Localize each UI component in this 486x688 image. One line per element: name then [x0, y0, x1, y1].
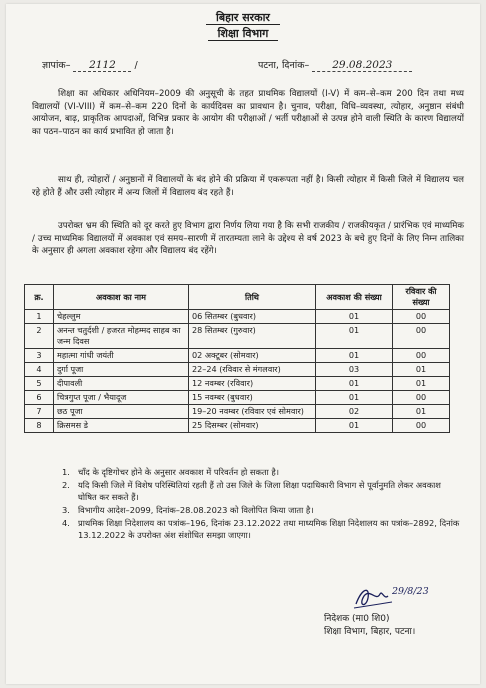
table-row: [25, 405, 450, 419]
note-number: 4.: [62, 518, 70, 528]
cell-holiday-count: 03: [316, 363, 393, 377]
cell-holiday-count: 01: [316, 419, 393, 433]
cell-sunday-count: 00: [393, 419, 450, 433]
memo-date: [258, 58, 412, 72]
list-item: [62, 479, 460, 503]
govt-heading-underline: [206, 24, 280, 25]
date-label: पटना, दिनांक–: [258, 60, 310, 71]
table-row: [25, 324, 450, 349]
cell-serial: 3: [25, 349, 54, 363]
cell-sunday-count: 01: [393, 363, 450, 377]
cell-holiday-count: 01: [316, 310, 393, 324]
table-row: [25, 363, 450, 377]
col-serial: क्र.: [25, 285, 54, 310]
table-row: [25, 310, 450, 324]
cell-date: 19–20 नवम्बर (रविवार एवं सोमवार): [189, 405, 316, 419]
cell-serial: 5: [25, 377, 54, 391]
table-header-row: [25, 285, 450, 310]
table-row: [25, 377, 450, 391]
cell-sunday-count: 00: [393, 310, 450, 324]
cell-date: 06 सितम्बर (बुधवार): [189, 310, 316, 324]
memo-number-value: 2112: [73, 59, 131, 72]
table-row: [25, 419, 450, 433]
cell-serial: 8: [25, 419, 54, 433]
cell-holiday-count: 01: [316, 324, 393, 349]
cell-serial: 7: [25, 405, 54, 419]
col-holiday-count: अवकाश की संख्या: [316, 285, 393, 310]
cell-serial: 1: [25, 310, 54, 324]
cell-holiday-name: दीपावली: [54, 377, 189, 391]
cell-holiday-name: अनन्त चतुर्दशी / हजरत मोहम्मद साहब का जन्म दिवस: [54, 324, 189, 349]
signature-date: 29/8/23: [392, 586, 429, 597]
list-item: [62, 466, 460, 478]
cell-sunday-count: 00: [393, 324, 450, 349]
note-number: 1.: [62, 467, 70, 477]
table-row: [25, 349, 450, 363]
note-number: 2.: [62, 480, 70, 490]
cell-serial: 4: [25, 363, 54, 377]
note-text: यदि किसी जिले में विशेष परिस्थितियां रहती हैं तो उस जिले के जिला शिक्षा पदाधिकारी विभाग से पूर्वानुमति लेकर अवकाश घोषित कर सकते हैं।: [78, 480, 441, 502]
cell-holiday-name: दुर्गा पूजा: [54, 363, 189, 377]
cell-sunday-count: 00: [393, 391, 450, 405]
cell-sunday-count: 01: [393, 405, 450, 419]
note-text: प्राथमिक शिक्षा निदेशालय का पत्रांक–196, दिनांक 23.12.2022 तथा माध्यमिक शिक्षा निदेशालय का पत्रांक–2892, दिनांक 13.12.2022 के उपरोक्त अंश संशोधित समझा जाएगा।: [78, 518, 460, 540]
cell-holiday-count: 01: [316, 349, 393, 363]
date-value: 29.08.2023: [312, 59, 412, 72]
cell-date: 02 अक्टूबर (सोमवार): [189, 349, 316, 363]
note-text: चाँद के दृष्टिगोचर होने के अनुसार अवकाश में परिवर्तन हो सकता है।: [78, 467, 279, 477]
cell-date: 15 नवम्बर (बुधवार): [189, 391, 316, 405]
cell-holiday-name: महात्मा गांधी जयंती: [54, 349, 189, 363]
note-number: 3.: [62, 505, 70, 515]
cell-date: 12 नवम्बर (रविवार): [189, 377, 316, 391]
holiday-table: [24, 284, 450, 433]
list-item: [62, 504, 460, 516]
cell-sunday-count: 00: [393, 349, 450, 363]
cell-holiday-count: 02: [316, 405, 393, 419]
paragraph-1: शिक्षा का अधिकार अधिनियम–2009 की अनुसूची के तहत प्राथमिक विद्यालयों (I-V) में कम–से–कम 200 दिन तथा मध्य विद्यालयों (VI-VIII) में कम–से–कम 220 दिनों के कार्यदिवस का प्रावधान है। चुनाव, परीक्षा, विधि–व्यवस्था, त्योहार, अनुष्ठान संबंधी आयोजन, बाढ़, प्राकृतिक आपदाओं, विभिन्न प्रकार के आयोग की परीक्षाओं / भर्ती परीक्षाओं से उत्पन्न होने वाली स्थिति के कारण विद्यालयों का पठन–पाठन का कार्य प्रभावित हो जाता है।: [32, 89, 464, 137]
notes-list: [62, 466, 460, 542]
department-heading: शिक्षा विभाग: [217, 27, 269, 40]
cell-holiday-name: क्रिसमस डे: [54, 419, 189, 433]
paragraph-3: उपरोक्त भ्रम की स्थिति को दूर करते हुए विभाग द्वारा निर्णय लिया गया है कि सभी राजकीय / राजकीयकृत / प्रारंभिक एवं माध्यमिक / उच्च माध्यमिक विद्यालयों में अवकाश एवं समय–सारणी में तारतम्यता लाने के उद्देश्य से वर्ष 2023 के बचे हुए दिनों के लिए निम्न तालिका के अनुसार ही अगला अवकाश रहेगा और विद्यालय बंद रहेंगे।: [32, 221, 464, 257]
govt-heading: बिहार सरकार: [216, 11, 270, 24]
note-text: विभागीय आदेश–2099, दिनांक–28.08.2023 को विलोपित किया जाता है।: [78, 505, 314, 515]
cell-holiday-count: 01: [316, 391, 393, 405]
cell-holiday-name: चित्रगुप्त पूजा / भैयादूज: [54, 391, 189, 405]
cell-date: 28 सितम्बर (गुरुवार): [189, 324, 316, 349]
col-holiday-name: अवकाश का नाम: [54, 285, 189, 310]
signatory-block: [324, 613, 415, 639]
memo-number: [42, 58, 138, 72]
cell-date: 25 दिसम्बर (सोमवार): [189, 419, 316, 433]
col-sunday-count: रविवार की संख्या: [393, 285, 450, 310]
cell-sunday-count: 01: [393, 377, 450, 391]
cell-date: 22–24 (रविवार से मंगलवार): [189, 363, 316, 377]
cell-serial: 6: [25, 391, 54, 405]
cell-holiday-count: 01: [316, 377, 393, 391]
cell-holiday-name: चेहल्लुम: [54, 310, 189, 324]
table-row: [25, 391, 450, 405]
department-heading-underline: [208, 40, 278, 41]
col-date: तिथि: [189, 285, 316, 310]
memo-label: ज्ञापांक–: [42, 60, 71, 71]
signatory-office: शिक्षा विभाग, बिहार, पटना।: [324, 627, 416, 637]
list-item: [62, 517, 460, 541]
signatory-designation: निदेशक (मा0 शि0): [324, 614, 390, 624]
memo-slash: /: [134, 60, 138, 71]
table-body: [25, 310, 450, 433]
document-page: [6, 4, 480, 684]
cell-holiday-name: छठ पूजा: [54, 405, 189, 419]
cell-serial: 2: [25, 324, 54, 349]
paragraph-2: साथ ही, त्योहारों / अनुष्ठानों में विद्यालयों के बंद होने की प्रक्रिया में एकरूपता नहीं है। किसी त्योहार में किसी जिले में विद्यालय चल रहे होते हैं और उसी त्योहार में अन्य जिलों में विद्यालय बंद रहते हैं।: [32, 175, 464, 198]
